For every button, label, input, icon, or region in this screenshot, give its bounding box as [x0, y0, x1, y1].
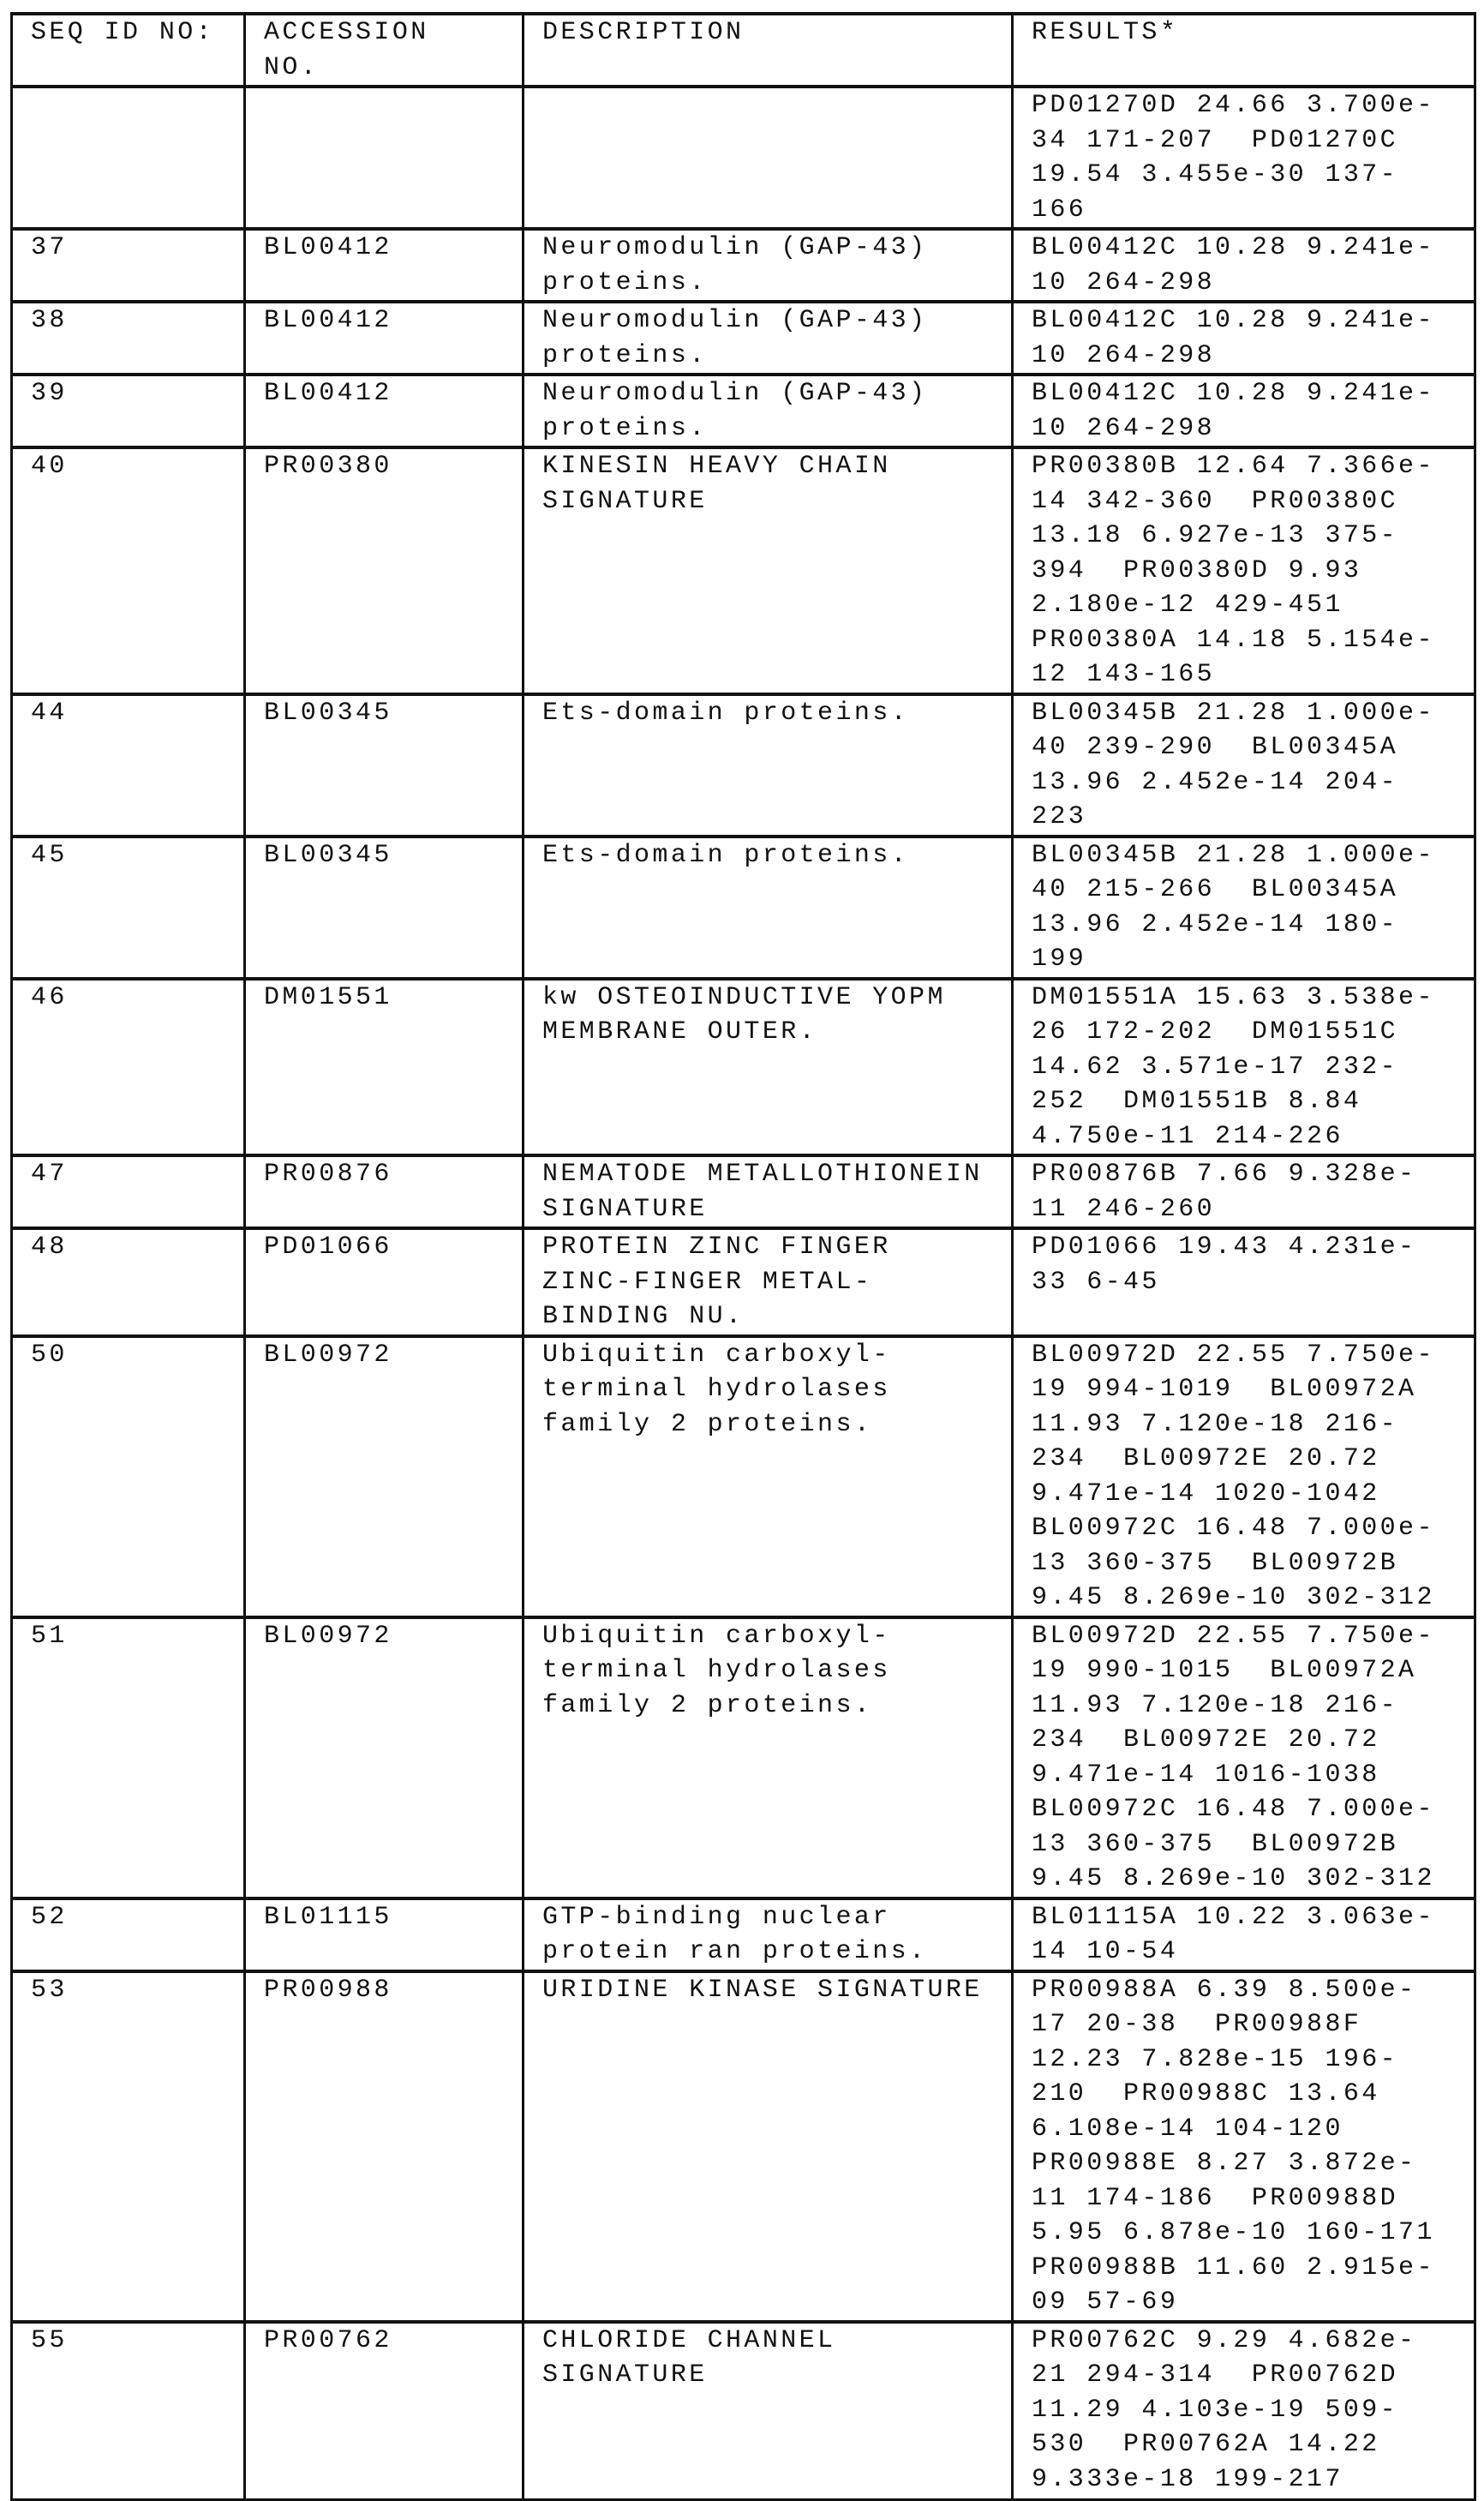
cell-seq-id: 55: [12, 2322, 245, 2500]
cell-seq-id: 38: [12, 302, 245, 375]
table-header-row: [12, 14, 1475, 87]
cell-seq-id: 37: [12, 229, 245, 302]
cell-accession: PD01066: [245, 1228, 524, 1336]
cell-seq-id: 45: [12, 837, 245, 979]
header-accession: ACCESSION NO.: [245, 14, 524, 87]
cell-description: [524, 87, 1013, 229]
cell-accession: BL00412: [245, 302, 524, 375]
cell-seq-id: 46: [12, 979, 245, 1156]
cell-results: PD01270D 24.66 3.700e- 34 171-207 PD01270C 19.54 3.455e-30 137- 166: [1013, 87, 1475, 229]
cell-description: Ubiquitin carboxyl- terminal hydrolases family 2 proteins.: [524, 1617, 1013, 1898]
cell-results: PR00988A 6.39 8.500e- 17 20-38 PR00988F 12.23 7.828e-15 196- 210 PR00988C 13.64 6.108e-14 104-120 PR00988E 8.27 3.872e- 11 174-186 PR00988D 5.95 6.878e-10 160-171 PR00988B 11.60 2.915e- 09 57-69: [1013, 1971, 1475, 2322]
cell-description: Ubiquitin carboxyl- terminal hydrolases family 2 proteins.: [524, 1336, 1013, 1617]
cell-description: CHLORIDE CHANNEL SIGNATURE: [524, 2322, 1013, 2500]
cell-accession: PR00762: [245, 2322, 524, 2500]
cell-results: BL00412C 10.28 9.241e- 10 264-298: [1013, 229, 1475, 302]
cell-results: BL00972D 22.55 7.750e- 19 990-1015 BL00972A 11.93 7.120e-18 216- 234 BL00972E 20.72 9.471e-14 1016-1038 BL00972C 16.48 7.000e- 13 360-375 BL00972B 9.45 8.269e-10 302-312: [1013, 1617, 1475, 1898]
table-body: [12, 87, 1475, 2500]
cell-description: GTP-binding nuclear protein ran proteins.: [524, 1898, 1013, 1971]
table-row: [12, 375, 1475, 447]
cell-results: BL00345B 21.28 1.000e- 40 215-266 BL00345A 13.96 2.452e-14 180- 199: [1013, 837, 1475, 979]
cell-seq-id: 47: [12, 1155, 245, 1228]
cell-seq-id: 39: [12, 375, 245, 447]
table-row: [12, 1155, 1475, 1228]
table-row: [12, 229, 1475, 302]
header-description: DESCRIPTION: [524, 14, 1013, 87]
cell-description: Neuromodulin (GAP-43) proteins.: [524, 375, 1013, 447]
table-row: [12, 447, 1475, 694]
cell-results: DM01551A 15.63 3.538e- 26 172-202 DM01551C 14.62 3.571e-17 232- 252 DM01551B 8.84 4.750e-11 214-226: [1013, 979, 1475, 1156]
cell-description: Neuromodulin (GAP-43) proteins.: [524, 229, 1013, 302]
cell-description: URIDINE KINASE SIGNATURE: [524, 1971, 1013, 2322]
cell-results: BL00972D 22.55 7.750e- 19 994-1019 BL00972A 11.93 7.120e-18 216- 234 BL00972E 20.72 9.471e-14 1020-1042 BL00972C 16.48 7.000e- 13 360-375 BL00972B 9.45 8.269e-10 302-312: [1013, 1336, 1475, 1617]
table-row: [12, 979, 1475, 1156]
cell-accession: BL00972: [245, 1336, 524, 1617]
cell-seq-id: [12, 87, 245, 229]
cell-results: PR00876B 7.66 9.328e- 11 246-260: [1013, 1155, 1475, 1228]
cell-accession: BL01115: [245, 1898, 524, 1971]
table-row: [12, 1617, 1475, 1898]
cell-description: KINESIN HEAVY CHAIN SIGNATURE: [524, 447, 1013, 694]
table-row: [12, 837, 1475, 979]
cell-description: kw OSTEOINDUCTIVE YOPM MEMBRANE OUTER.: [524, 979, 1013, 1156]
cell-seq-id: 40: [12, 447, 245, 694]
cell-accession: PR00988: [245, 1971, 524, 2322]
seq-results-table: [10, 12, 1476, 2501]
table-row: [12, 1898, 1475, 1971]
cell-accession: BL00412: [245, 229, 524, 302]
table-row: [12, 87, 1475, 229]
cell-seq-id: 51: [12, 1617, 245, 1898]
header-seq-id: SEQ ID NO:: [12, 14, 245, 87]
table-row: [12, 1336, 1475, 1617]
table-row: [12, 694, 1475, 837]
cell-accession: BL00412: [245, 375, 524, 447]
cell-accession: BL00345: [245, 837, 524, 979]
cell-results: BL00345B 21.28 1.000e- 40 239-290 BL00345A 13.96 2.452e-14 204- 223: [1013, 694, 1475, 837]
table-row: [12, 1228, 1475, 1336]
cell-accession: DM01551: [245, 979, 524, 1156]
cell-accession: BL00972: [245, 1617, 524, 1898]
cell-results: BL00412C 10.28 9.241e- 10 264-298: [1013, 302, 1475, 375]
cell-accession: BL00345: [245, 694, 524, 837]
cell-results: PD01066 19.43 4.231e- 33 6-45: [1013, 1228, 1475, 1336]
cell-results: PR00762C 9.29 4.682e- 21 294-314 PR00762D 11.29 4.103e-19 509- 530 PR00762A 14.22 9.333e-18 199-217: [1013, 2322, 1475, 2500]
cell-seq-id: 44: [12, 694, 245, 837]
table-row: [12, 1971, 1475, 2322]
cell-seq-id: 48: [12, 1228, 245, 1336]
cell-seq-id: 53: [12, 1971, 245, 2322]
cell-accession: PR00876: [245, 1155, 524, 1228]
cell-results: BL01115A 10.22 3.063e- 14 10-54: [1013, 1898, 1475, 1971]
cell-description: PROTEIN ZINC FINGER ZINC-FINGER METAL- BINDING NU.: [524, 1228, 1013, 1336]
header-results: RESULTS*: [1013, 14, 1475, 87]
table-row: [12, 2322, 1475, 2500]
cell-seq-id: 52: [12, 1898, 245, 1971]
cell-seq-id: 50: [12, 1336, 245, 1617]
cell-results: PR00380B 12.64 7.366e- 14 342-360 PR00380C 13.18 6.927e-13 375- 394 PR00380D 9.93 2.180e-12 429-451 PR00380A 14.18 5.154e- 12 143-165: [1013, 447, 1475, 694]
table-row: [12, 302, 1475, 375]
cell-description: NEMATODE METALLOTHIONEIN SIGNATURE: [524, 1155, 1013, 1228]
cell-description: Ets-domain proteins.: [524, 837, 1013, 979]
cell-accession: [245, 87, 524, 229]
cell-accession: PR00380: [245, 447, 524, 694]
cell-results: BL00412C 10.28 9.241e- 10 264-298: [1013, 375, 1475, 447]
cell-description: Neuromodulin (GAP-43) proteins.: [524, 302, 1013, 375]
cell-description: Ets-domain proteins.: [524, 694, 1013, 837]
